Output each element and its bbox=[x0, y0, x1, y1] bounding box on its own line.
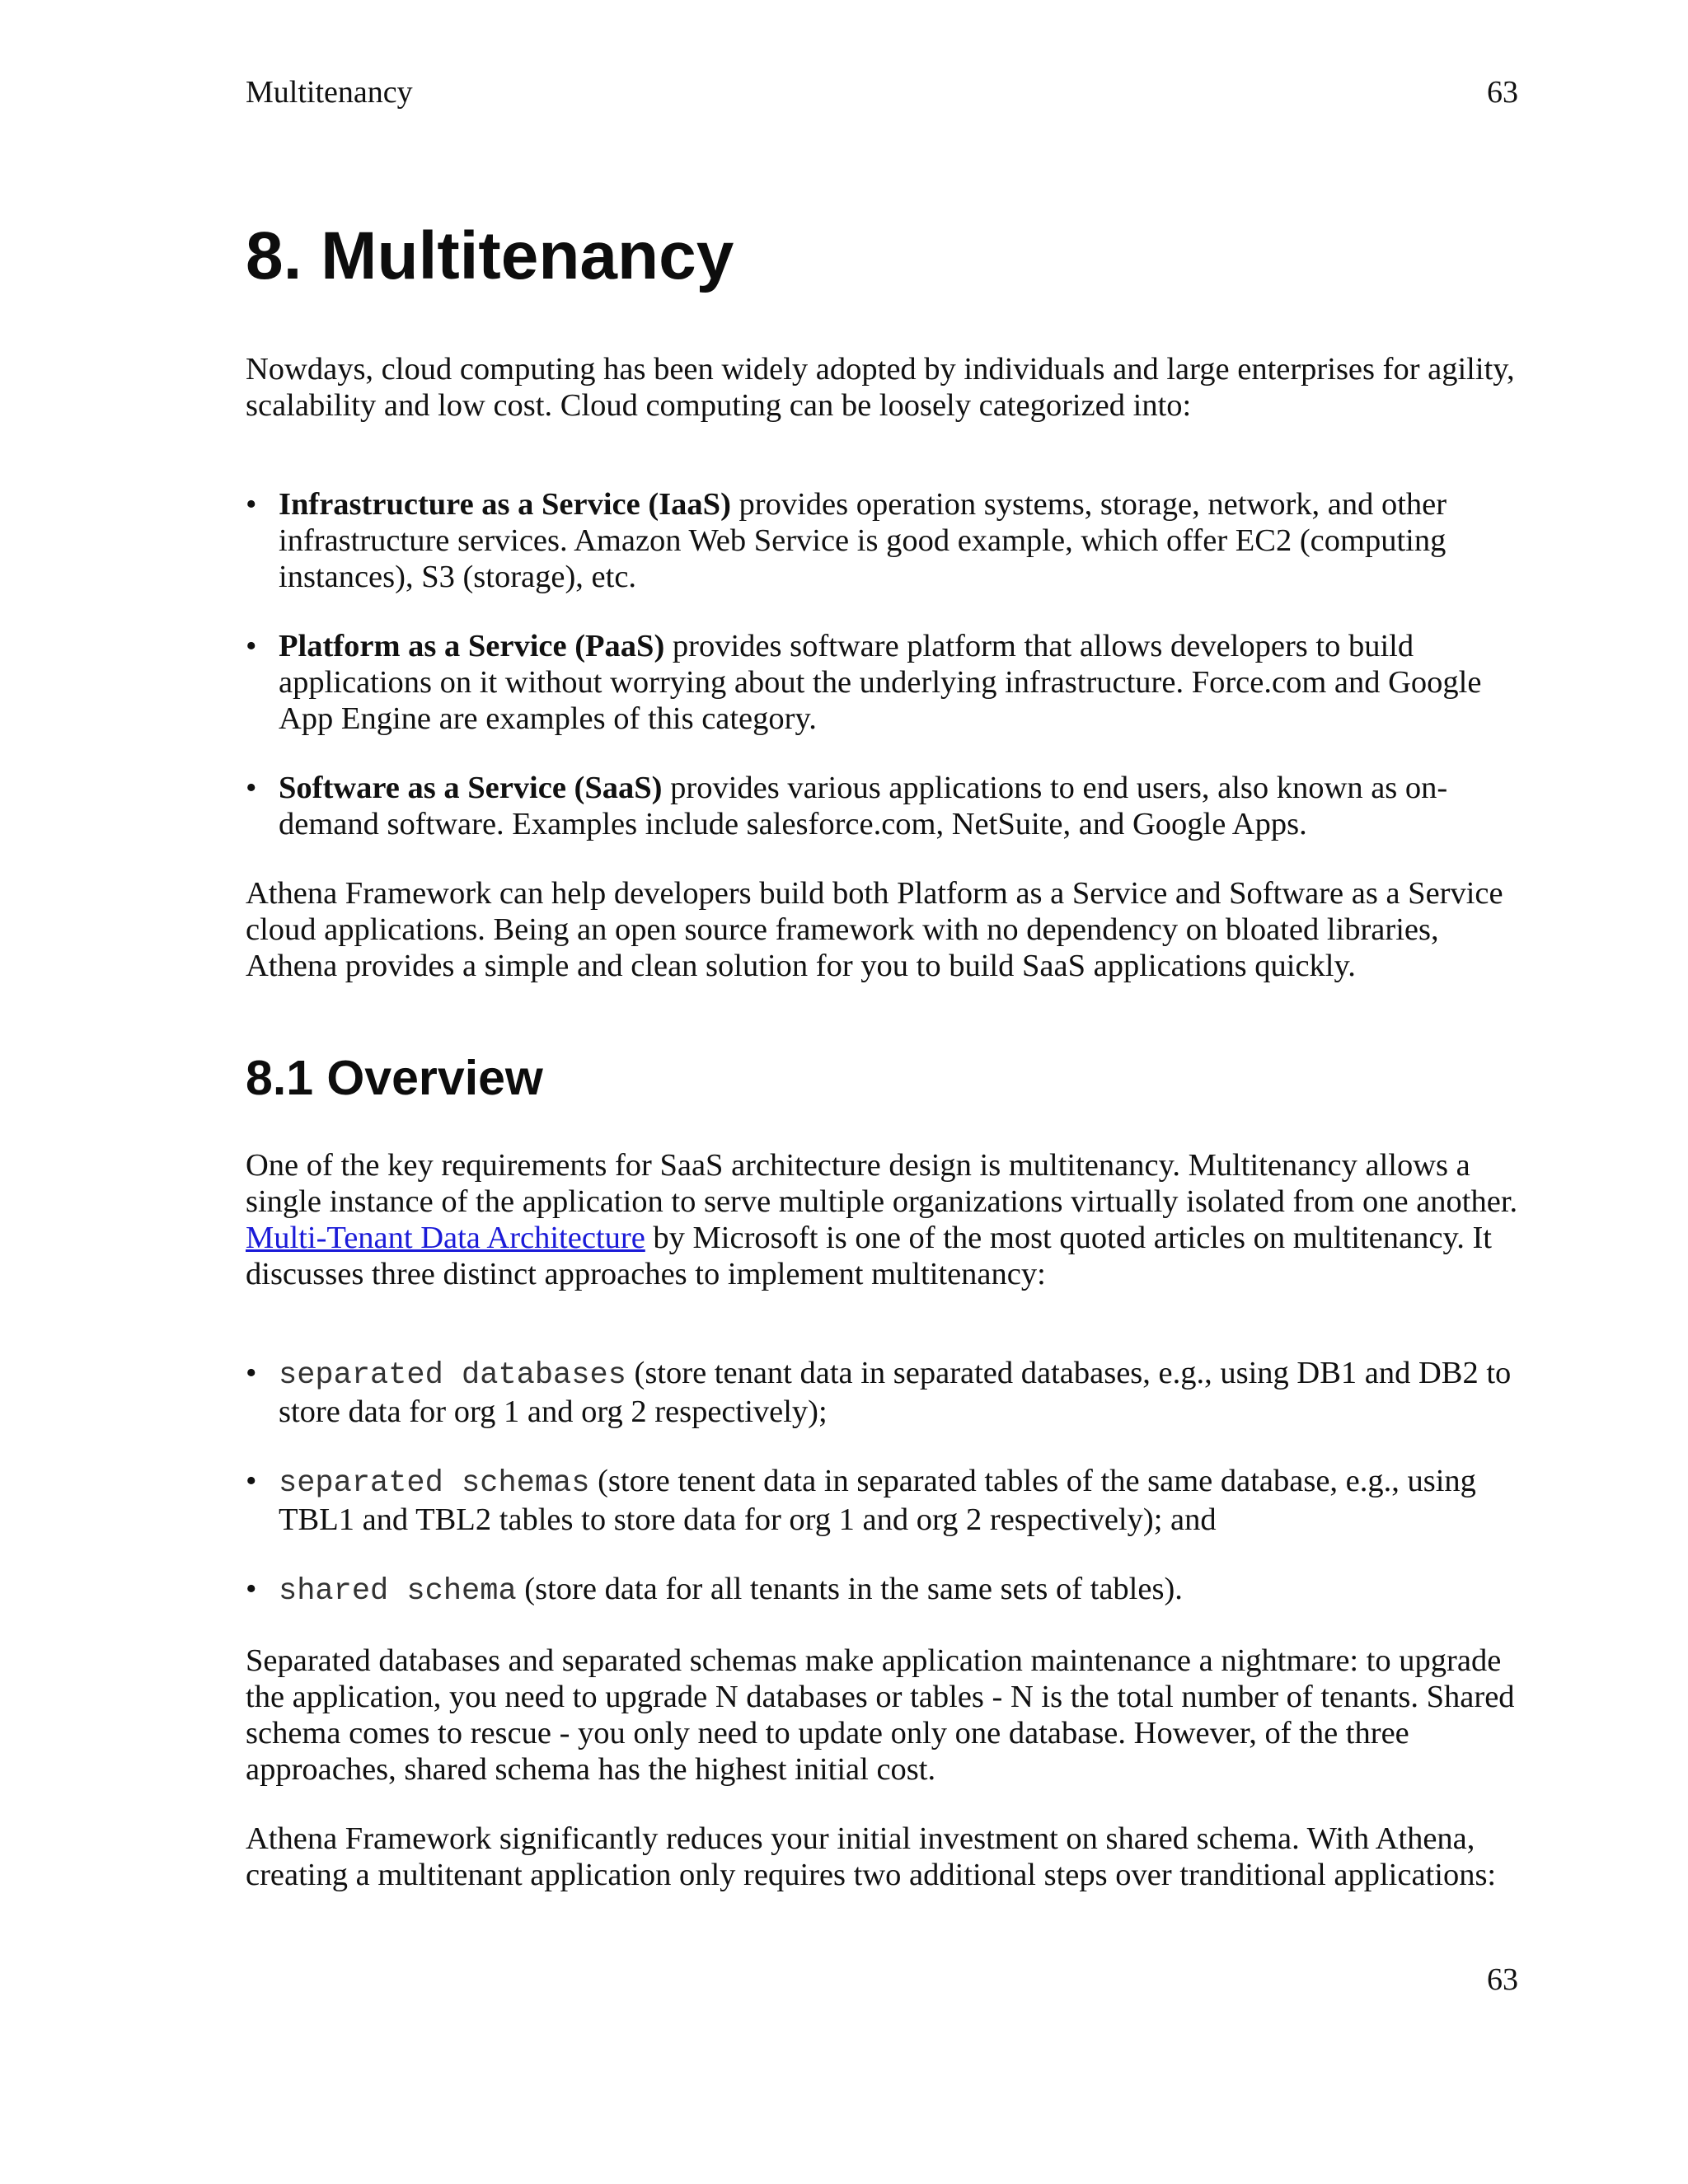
list-item bbox=[246, 770, 1531, 842]
category-term: Software as a Service (SaaS) bbox=[279, 771, 663, 805]
bullet-icon: • bbox=[246, 487, 257, 522]
approach-name: separated databases bbox=[279, 1358, 626, 1393]
approach-name: shared schema bbox=[279, 1574, 517, 1609]
bullet-icon: • bbox=[246, 1464, 257, 1498]
running-header-title: Multitenancy bbox=[246, 75, 413, 110]
overview-text-after-link: by Microsoft is one of the most quoted articles on multitenancy. It discusses three distinct approaches to implement multitenancy: bbox=[246, 1221, 1492, 1291]
approach-description: (store data for all tenants in the same sets of tables). bbox=[516, 1572, 1183, 1606]
overview-paragraph bbox=[246, 1147, 1531, 1292]
list-item bbox=[246, 1571, 1531, 1610]
list-item bbox=[246, 628, 1531, 737]
chapter-intro-paragraph: Nowdays, cloud computing has been widely adopted by individuals and large enterprises for agility, scalability and low cost. Cloud computing can be loosely categorized into: bbox=[246, 352, 1515, 423]
page-content bbox=[246, 211, 1531, 1926]
list-item bbox=[246, 486, 1531, 595]
approach-description: (store tenent data in separated tables of the same database, e.g., using TBL1 and TBL2 tables to store data for org 1 and org 2 respectively); and bbox=[279, 1464, 1476, 1537]
running-header-page-number: 63 bbox=[1487, 75, 1518, 110]
multitenancy-approaches-list bbox=[246, 1355, 1531, 1610]
category-description: provides operation systems, storage, network, and other infrastructure services. Amazon Web Service is good example, which offer EC2 (computing instances), S3 (storage), etc. bbox=[279, 487, 1447, 594]
overview-text-before-link: One of the key requirements for SaaS architecture design is multitenancy. Multitenancy allows a single instance of the application to serve multiple organizations virtually isolated from one another. bbox=[246, 1148, 1518, 1219]
bullet-icon: • bbox=[246, 1356, 257, 1390]
approach-name: separated schemas bbox=[279, 1466, 590, 1501]
maintenance-paragraph: Separated databases and separated schemas make application maintenance a nightmare: to upgrade the application, you need to upgrade N databases or tables - N is the total number of tenants. Shared schema comes to rescue - you only need to update only one database. However, of the three approaches, shared schema has the highest initial cost. bbox=[246, 1643, 1515, 1787]
cloud-categories-list bbox=[246, 486, 1531, 842]
bullet-icon: • bbox=[246, 629, 257, 663]
section-title: 8.1 Overview bbox=[246, 1051, 543, 1105]
list-item bbox=[246, 1355, 1531, 1430]
bullet-icon: • bbox=[246, 1572, 257, 1606]
athena-framework-paragraph: Athena Framework can help developers build both Platform as a Service and Software as a Service cloud applications. Being an open source framework with no dependency on bloated libraries, Athena provides a simple and clean solution for you to build SaaS applications quickly. bbox=[246, 876, 1503, 983]
category-term: Infrastructure as a Service (IaaS) bbox=[279, 487, 731, 522]
category-description: provides various applications to end users, also known as on-demand software. Examples include salesforce.com, NetSuite, and Google Apps. bbox=[279, 771, 1448, 841]
list-item bbox=[246, 1463, 1531, 1538]
category-term: Platform as a Service (PaaS) bbox=[279, 629, 665, 663]
approach-description: (store tenant data in separated databases, e.g., using DB1 and DB2 to store data for org 1 and org 2 respectively); bbox=[279, 1356, 1512, 1429]
category-description: provides software platform that allows developers to build applications on it without worrying about the underlying infrastructure. Force.com and Google App Engine are examples of this category. bbox=[279, 629, 1482, 736]
athena-shared-schema-paragraph: Athena Framework significantly reduces your initial investment on shared schema. With Athena, creating a multitenant application only requires two additional steps over tranditional applications: bbox=[246, 1821, 1497, 1892]
chapter-title: 8. Multitenancy bbox=[246, 218, 734, 293]
bullet-icon: • bbox=[246, 771, 257, 805]
multi-tenant-data-architecture-link[interactable]: Multi-Tenant Data Architecture bbox=[246, 1221, 645, 1255]
footer-page-number: 63 bbox=[1487, 1962, 1518, 1997]
